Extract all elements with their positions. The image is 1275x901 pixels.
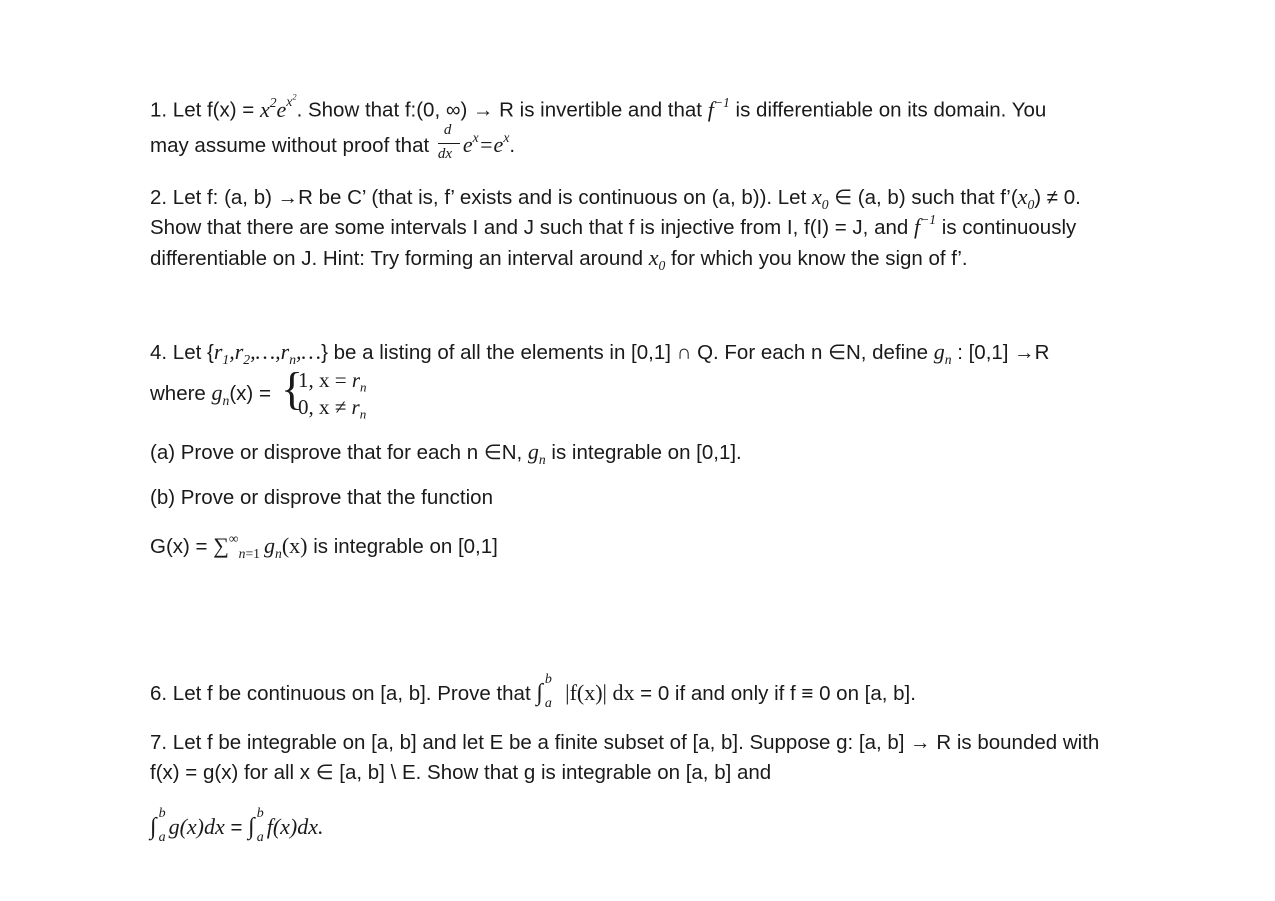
piecewise-brace: { (281, 363, 304, 414)
piecewise-case-2: 0, $x \ne r_n$ (298, 395, 367, 422)
problem-4-G-definition: $G(x) = \sum^\infty_{n=1}$ $g_n(x)$ is integrable on [0,1] (150, 530, 498, 561)
problem-2-line-1: 2. Let f: (a, b) →R be C’ (that is, f’ exists and is continuous on (a, b)). Let $x_0$ ∈ (a, b) such that $f’(x_0) \ne 0$. (150, 184, 1081, 212)
problem-6: 6. Let f be continuous on [a, b]. Prove that ∫ b a |f(x)| dx = 0 if and only if f ≡ 0 on [a, b]. (150, 671, 916, 711)
problem-7-equation: ∫ b a g(x)dx = ∫ b a f(x)dx. (150, 805, 324, 845)
problem-2-line-2: Show that there are some intervals I and J such that f is injective from I, f(I) = J, and $f^{-1}$ is continuously (150, 211, 1077, 239)
problem-4-part-b: (b) Prove or disprove that the function (150, 486, 493, 509)
problem-4-line-1: 4. Let $\{r_1,r_2,\dots,r_n,\dots\}$ be a listing of all the elements in [0,1] ∩ Q. For each n ∈N, define $g_n$ : [0,1] →R (150, 339, 1050, 367)
problem-4-part-a: (a) Prove or disprove that for each n ∈N, $g_n$ is integrable on [0,1]. (150, 439, 742, 467)
ex-eq-ex: $e^x=e^x$ (462, 129, 510, 157)
f-inverse: $f^{-1}$ (707, 94, 730, 122)
integral-symbol: ∫ (150, 814, 157, 840)
problem-1-line-2: may assume without proof that $\frac{d}{dx}$ $e^x=e^x$. (150, 121, 516, 162)
piecewise-case-1: 1, $x = r_n$ (298, 368, 367, 395)
integral-symbol: ∫ (536, 680, 543, 706)
problem-7-line-2: f(x) = g(x) for all x ∈ [a, b] \ E. Show that g is integrable on [a, b] and (150, 761, 772, 784)
problem-4-where: where $g_n(x)$ = (150, 380, 271, 408)
problem-2-line-3: differentiable on J. Hint: Try forming an interval around $x_0$ for which you know the sign of f’. (150, 245, 968, 273)
problem-7-line-1: 7. Let f be integrable on [a, b] and let E be a finite subset of [a, b]. Suppose g: [a, b] → R is bounded with (150, 731, 1100, 754)
derivative-fraction: $\frac{d}{dx}$ (438, 137, 460, 157)
problem-1-line-1: 1. Let $f(x) = x^2e^{x^2}$. Show that f:(0, ∞) → R is invertible and that $f^{-1}$ is differentiable on its domain. You (150, 92, 1047, 122)
formula-x2ex2: $x^2e^{x^2}$ (259, 92, 297, 122)
sum-symbol: $\sum^\infty_{n=1}$ (213, 530, 260, 561)
integral-symbol: ∫ (248, 814, 255, 840)
sequence-r: $r_1,r_2,\dots,r_n,\dots$ (213, 339, 322, 367)
